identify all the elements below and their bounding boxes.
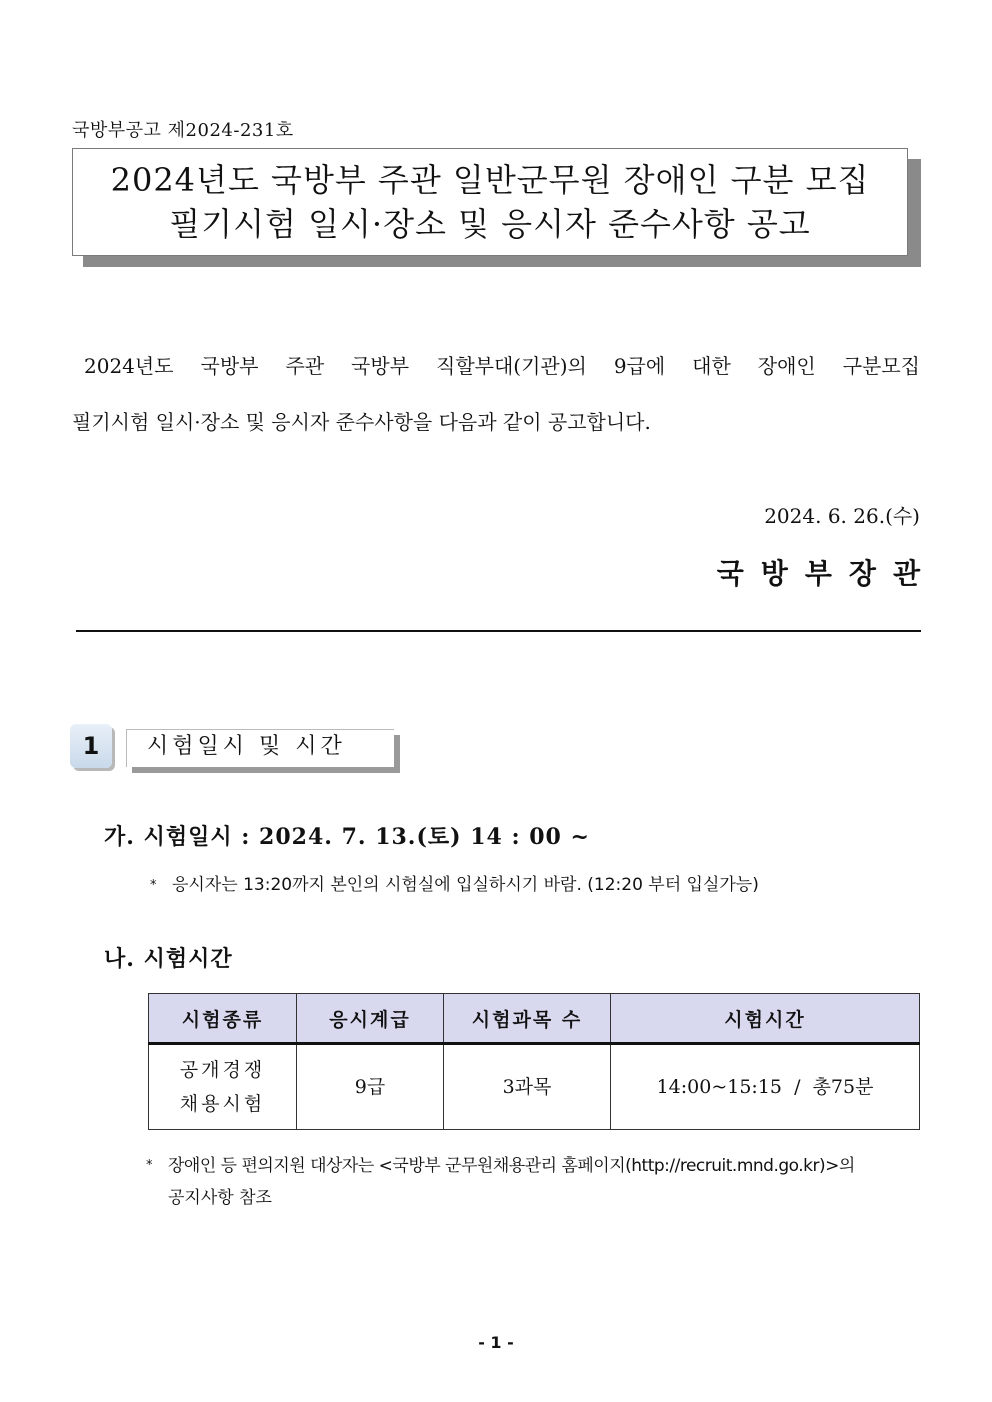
header-exam-time: 시험시간 xyxy=(611,994,920,1044)
cell-subject-count: 3과목 xyxy=(444,1044,611,1130)
title-box xyxy=(72,148,908,256)
accommodation-note-line-1: 장애인 등 편의지원 대상자는 <국방부 군무원채용관리 홈페이지(http://recruit.mnd.go.kr)>의 xyxy=(168,1156,855,1176)
exam-type-line-2: 채용시험 xyxy=(179,1093,266,1115)
accommodation-note-line-2: 공지사항 참조 xyxy=(168,1188,272,1208)
exam-type-line-1: 공개경쟁 xyxy=(179,1059,266,1081)
notice-date: 2024. 6. 26.(수) xyxy=(764,504,920,528)
section-number-badge: 1 xyxy=(70,724,112,768)
intro-line-2: 필기시험 일시·장소 및 응시자 준수사항을 다음과 같이 공고합니다. xyxy=(72,410,651,434)
table-header-row xyxy=(149,994,920,1044)
signer: 국방부장관 xyxy=(716,557,937,590)
exam-date-heading: 가. 시험일시 : 2024. 7. 13.(토) 14 : 00 ~ xyxy=(104,824,590,850)
note-bullet: * xyxy=(146,1158,153,1173)
cell-exam-time: 14:00~15:15 / 총75분 xyxy=(611,1044,920,1130)
title-line-2: 필기시험 일시·장소 및 응시자 준수사항 공고 xyxy=(169,205,811,243)
divider xyxy=(76,630,921,632)
header-subject-count: 시험과목 수 xyxy=(444,994,611,1044)
entry-time-note xyxy=(150,870,920,895)
section-title: 시험일시 및 시간 xyxy=(126,729,394,767)
exam-time-heading: 나. 시험시간 xyxy=(104,946,233,972)
accommodation-note xyxy=(146,1150,921,1214)
header-exam-type: 시험종류 xyxy=(149,994,297,1044)
intro-line-1: 2024년도 국방부 주관 국방부 직할부대(기관)의 9급에 대한 장애인 구분모집 xyxy=(84,354,920,378)
notice-number: 국방부공고 제2024-231호 xyxy=(72,120,294,141)
title-line-1: 2024년도 국방부 주관 일반군무원 장애인 구분 모집 xyxy=(110,161,870,199)
header-grade: 응시계급 xyxy=(297,994,444,1044)
note-bullet: * xyxy=(150,877,157,893)
exam-schedule-table xyxy=(148,993,920,1130)
cell-grade: 9급 xyxy=(297,1044,444,1130)
table-row xyxy=(149,1044,920,1130)
intro-paragraph xyxy=(72,338,920,450)
page-number: - 1 - xyxy=(478,1333,514,1352)
cell-exam-type xyxy=(149,1044,297,1130)
entry-time-note-text: 응시자는 13:20까지 본인의 시험실에 입실하시기 바람. (12:20 부터 입실가능) xyxy=(172,875,759,895)
